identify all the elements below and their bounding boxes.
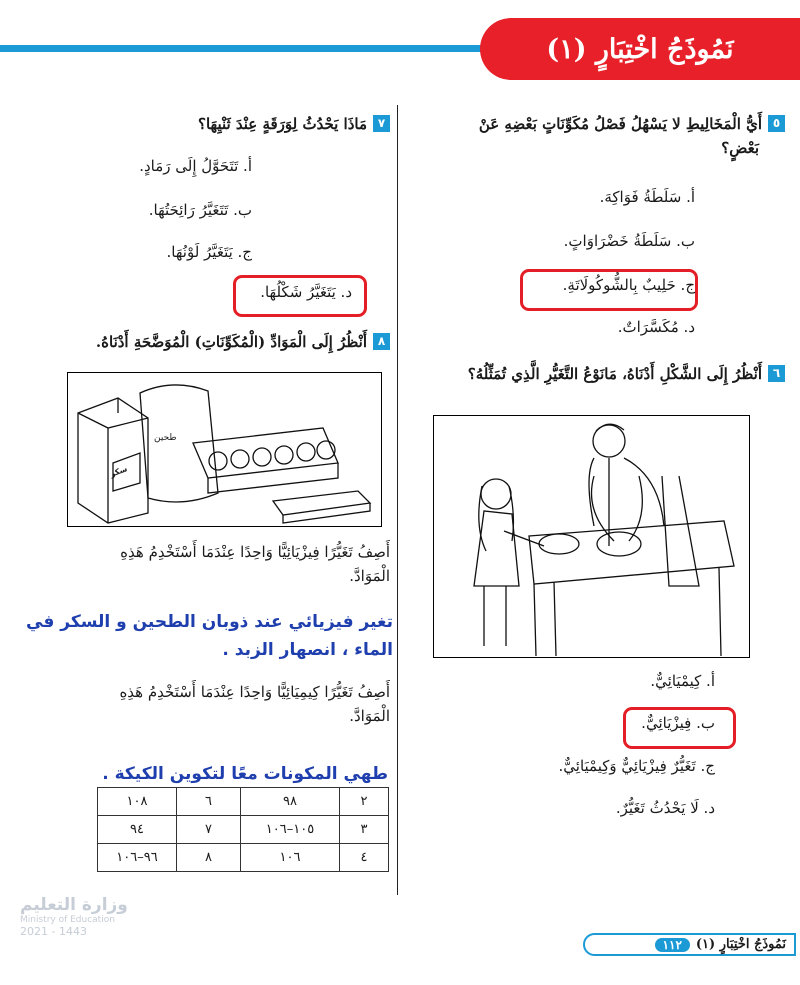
- flour-label: طحين: [154, 433, 177, 443]
- table-cell: ٤: [340, 844, 389, 872]
- q7-option-c[interactable]: ج. يَتَغَيَّرُ لَوْنُهَا.: [166, 243, 252, 261]
- prompt-line: الْمَوَادَّ.: [349, 567, 390, 585]
- question-6: [405, 362, 785, 386]
- ministry-name-ar: وزارة التعليم: [20, 895, 128, 915]
- question-text: أَنْظُرُ إِلَى الْمَوَادِّ (الْمُكَوِّنَاتِ) الْمُوَضَّحَةِ أَدْنَاهُ.: [95, 333, 367, 351]
- question-text: أَيُّ الْمَخَالِيطِ لا يَسْهُلُ فَصْلُ مُكَوِّنَاتٍ بَعْضِهِ عَنْ: [478, 115, 762, 133]
- table-cell: ٦: [177, 788, 241, 816]
- table-cell: ٩٨: [241, 788, 340, 816]
- chemical-change-prompt: [20, 680, 390, 728]
- page-number: ١١٢: [655, 938, 690, 952]
- footer-label: نَمُوذَجُ اخْتِبَارٍ (١): [695, 937, 786, 952]
- table-row: [98, 844, 389, 872]
- ministry-year: 2021 - 1443: [20, 925, 87, 938]
- q6-option-d[interactable]: د. لَا يَحْدُثُ تَغَيُّرٌ.: [615, 799, 715, 817]
- sugar-label: سكر: [108, 464, 129, 479]
- table-cell: ٩٦–١٠٦: [98, 844, 177, 872]
- table-cell: ١٠٥–١٠٦: [241, 816, 340, 844]
- table-row: [98, 816, 389, 844]
- ministry-watermark: [20, 895, 128, 938]
- table-cell: ١٠٨: [98, 788, 177, 816]
- question-number: ٨: [373, 333, 390, 350]
- q6-option-b[interactable]: ب. فِيزْيَائِيٌّ.: [641, 714, 715, 732]
- header-rule: [0, 45, 545, 52]
- question-text-cont: بَعْضٍ؟: [721, 139, 759, 157]
- table-row: [98, 788, 389, 816]
- column-divider: [397, 105, 398, 895]
- prompt-line: أَصِفُ تَغَيُّرًا فِيزْيَائِيًّا وَاحِدًا عِنْدَمَا أَسْتَخْدِمُ هَذِهِ: [120, 543, 390, 561]
- baking-illustration: [433, 415, 750, 658]
- question-7: [20, 112, 390, 136]
- question-8: [20, 330, 390, 354]
- table-cell: ٨: [177, 844, 241, 872]
- table-cell: ١٠٦: [241, 844, 340, 872]
- table-cell: ٧: [177, 816, 241, 844]
- answer-table: [97, 787, 389, 872]
- q5-option-d[interactable]: د. مُكَسَّرَاتٌ.: [617, 318, 695, 336]
- page-footer: [583, 933, 796, 956]
- prompt-line: أَصِفُ تَغَيُّرًا كِيمِيَائِيًّا وَاحِدًا عِنْدَمَا أَسْتَخْدِمُ هَذِهِ: [119, 683, 390, 701]
- table-cell: ٢: [340, 788, 389, 816]
- question-number: ٧: [373, 115, 390, 132]
- q5-option-a[interactable]: أ. سَلَطَةُ فَوَاكِهَ.: [599, 188, 695, 206]
- chemical-change-answer[interactable]: طهي المكونات معًا لتكوين الكيكة .: [102, 764, 388, 784]
- q7-option-b[interactable]: ب. تَتَغَيَّرُ رَائِحَتُهَا.: [148, 201, 252, 219]
- question-text: أَنْظُرُ إِلَى الشَّكْلِ أَدْنَاهُ، مَانَوْعُ التَّغَيُّرِ الَّذِي تُمَثِّلُهُ؟: [467, 365, 762, 383]
- prompt-line: الْمَوَادَّ.: [349, 707, 390, 725]
- q6-option-c[interactable]: ج. تَغَيُّرٌ فِيزْيَائِيٌّ وَكِيمْيَائِيٌّ.: [558, 757, 715, 775]
- question-text: مَاذَا يَحْدُثُ لِوَرَقَةٍ عِنْدَ ثَنْيِهَا؟: [198, 115, 367, 133]
- q5-option-b[interactable]: ب. سَلَطَةُ خَضْرَاوَاتٍ.: [563, 232, 695, 250]
- q5-option-c[interactable]: ج. حَلِيبٌ بِالشُّوكُولَاتَةِ.: [562, 276, 695, 294]
- page-title: نَمُوذَجُ اخْتِبَارٍ (١): [480, 18, 800, 80]
- ingredients-illustration: [67, 372, 382, 527]
- ministry-name-en: Ministry of Education: [20, 915, 115, 925]
- question-number: ٦: [768, 365, 785, 382]
- table-cell: ٩٤: [98, 816, 177, 844]
- physical-change-answer[interactable]: تغير فيزيائي عند ذوبان الطحين و السكر في الماء ، انصهار الزبد .: [26, 612, 393, 660]
- question-5: [410, 112, 785, 160]
- physical-change-prompt: [20, 540, 390, 588]
- question-number: ٥: [768, 115, 785, 132]
- q7-option-a[interactable]: أ. تَتَحَوَّلُ إِلَى رَمَادٍ.: [139, 157, 252, 175]
- table-cell: ٣: [340, 816, 389, 844]
- q6-option-a[interactable]: أ. كِيمْيَائِيٌّ.: [650, 672, 715, 690]
- q7-option-d[interactable]: د. يَتَغَيَّرُ شَكْلُهَا.: [260, 283, 352, 301]
